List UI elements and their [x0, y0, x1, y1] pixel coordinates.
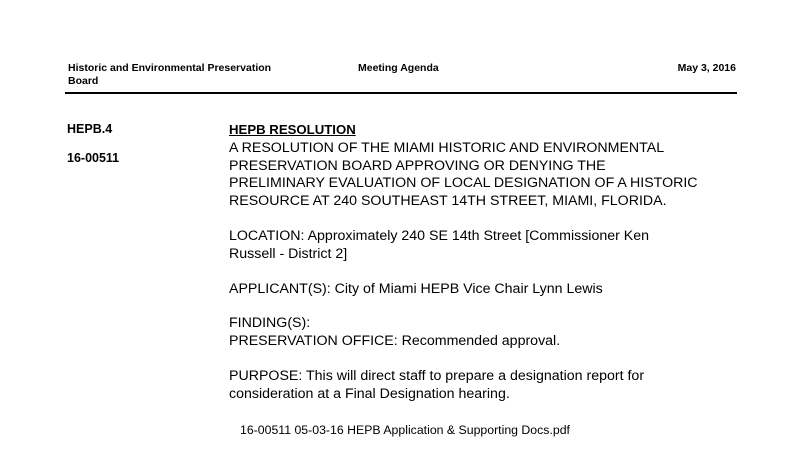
board-name	[68, 62, 288, 88]
file-id: 16-00511	[67, 151, 120, 165]
agenda-item-content	[229, 121, 699, 404]
findings-label: FINDING(S):	[229, 315, 311, 332]
item-title: HEPB RESOLUTION	[229, 122, 356, 137]
board-name-line1: Historic and Environmental Preservation	[68, 62, 272, 74]
findings-text: PRESERVATION OFFICE: Recommended approval.	[229, 333, 561, 350]
applicant-text: APPLICANT(S): City of Miami HEPB Vice Chair Lynn Lewis	[229, 280, 603, 297]
meeting-date: May 3, 2016	[677, 62, 736, 74]
item-number: HEPB.4	[67, 122, 113, 136]
attachment-link[interactable]: 16-00511 05-03-16 HEPB Application & Supporting Docs.pdf	[240, 423, 570, 437]
purpose-text: PURPOSE: This will direct staff to prepare a designation report for consideration at a Final Designation hearing.	[229, 367, 645, 402]
document-title: Meeting Agenda	[358, 62, 439, 74]
resolution-text: A RESOLUTION OF THE MIAMI HISTORIC AND ENVIRONMENTAL PRESERVATION BOARD APPROVING OR DENYING THE PRELIMINARY EVALUATION OF LOCAL DESIGNATION OF A HISTORIC RESOURCE AT 240 SOUTHEAST 14TH STREET, MIAMI, FLORIDA.	[229, 139, 698, 210]
board-name-line2: Board	[68, 75, 99, 87]
header-divider	[65, 92, 737, 94]
location-text: LOCATION: Approximately 240 SE 14th Street [Commissioner Ken Russell - District 2]	[229, 227, 650, 262]
